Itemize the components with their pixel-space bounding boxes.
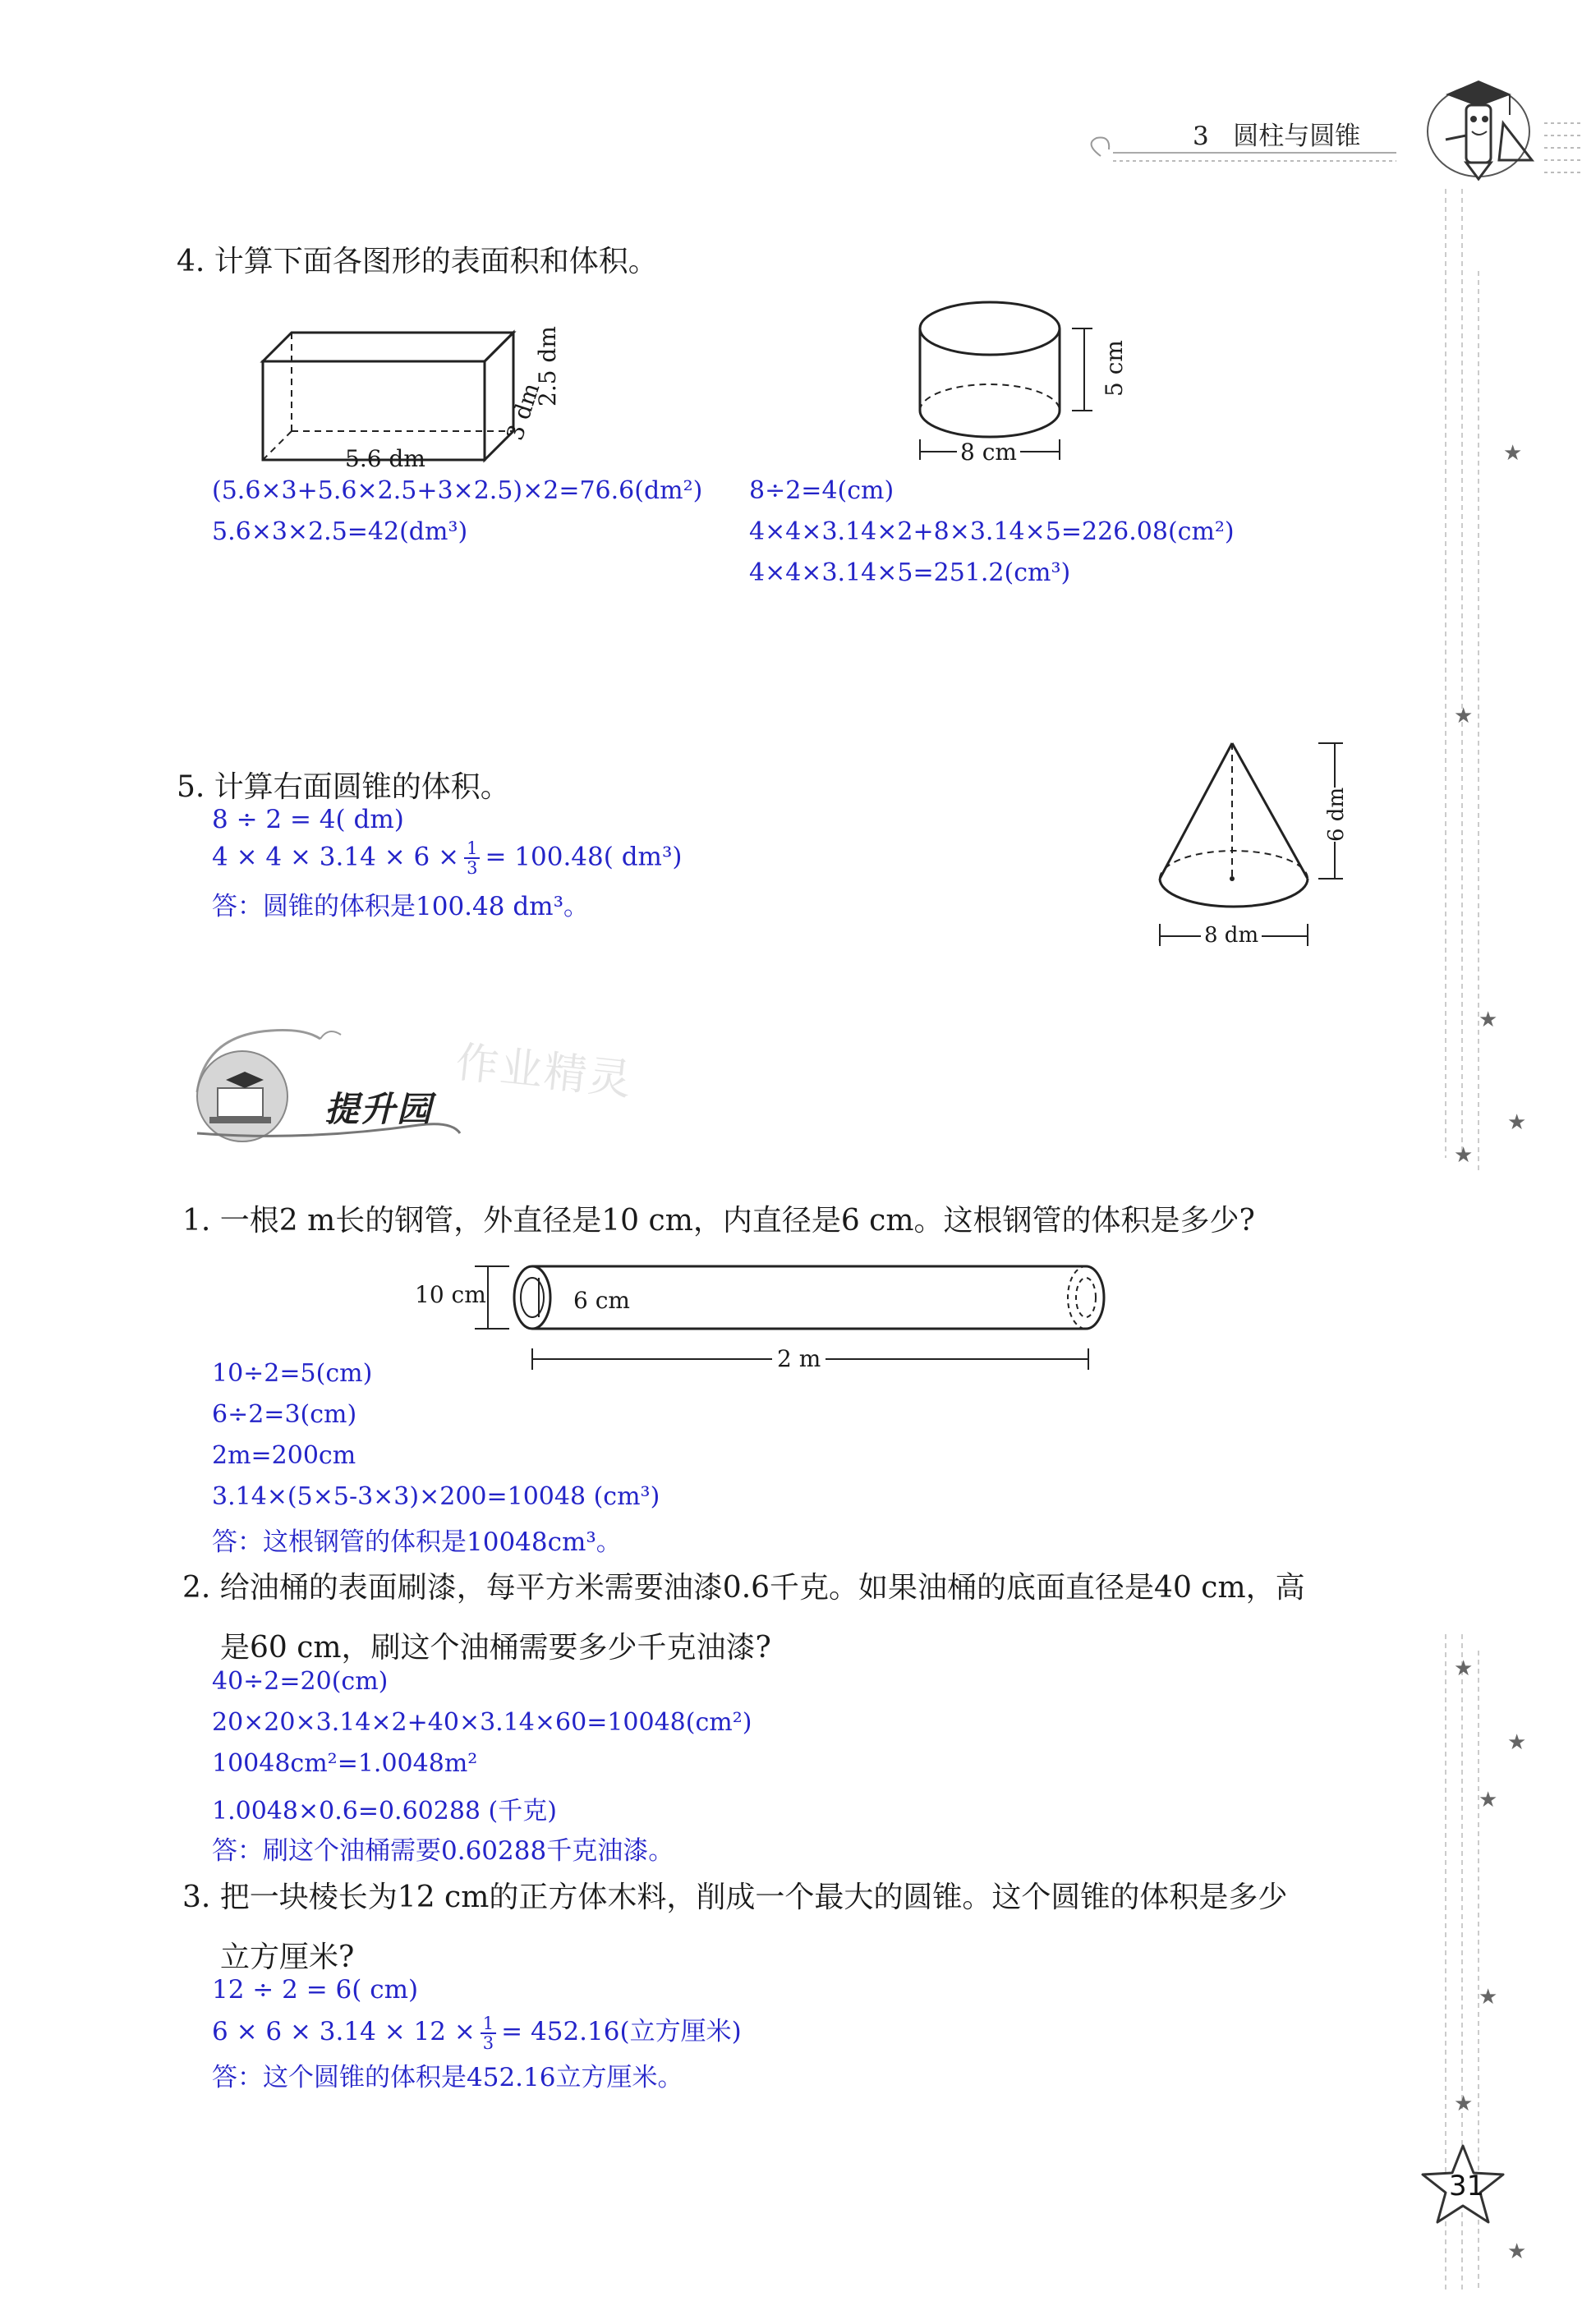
p3-answer-3: 答：这个圆锥的体积是452.16立方厘米。 — [212, 2063, 683, 2092]
cone-height-label: 6 dm — [1324, 787, 1349, 842]
p3-answer-2-prefix: 6 × 6 × 3.14 × 12 × — [212, 2017, 476, 2046]
q5-answer-2-prefix: 4 × 4 × 3.14 × 6 × — [212, 842, 460, 872]
q4-cylinder-answer-3: 4×4×3.14×5=251.2(cm³) — [749, 558, 1071, 587]
p2-answer-1: 40÷2=20(cm) — [212, 1667, 389, 1696]
cylinder-height-label: 5 cm — [1101, 340, 1128, 397]
p1-conclusion: 答：这根钢管的体积是10048cm³。 — [212, 1527, 622, 1557]
p2-answer-4: 1.0048×0.6=0.60288 (千克) — [212, 1797, 557, 1826]
watermark-text: 作业精灵 — [453, 1037, 635, 1106]
q5-fraction-numerator: 1 — [464, 839, 480, 859]
p1-answer-2: 6÷2=3(cm) — [212, 1400, 357, 1429]
pipe-inner-label: 6 cm — [573, 1287, 630, 1314]
mascot-icon — [1413, 74, 1544, 181]
svg-text:★: ★ — [1479, 1985, 1498, 2009]
q4-cylinder-answer-1: 8÷2=4(cm) — [749, 476, 894, 505]
svg-text:★: ★ — [1507, 1730, 1527, 1755]
pipe-outer-label: 10 cm — [415, 1281, 486, 1308]
svg-text:★: ★ — [1454, 1656, 1474, 1681]
svg-text:★: ★ — [1507, 2239, 1527, 2264]
section-title: 提升园 — [324, 1089, 434, 1129]
svg-text:★: ★ — [1479, 1788, 1498, 1812]
p2-prompt-line1: 2. 给油桶的表面刷漆，每平方米需要油漆0.6千克。如果油桶的底面直径是40 cm，高 — [182, 1571, 1305, 1605]
p2-conclusion: 答：刷这个油桶需要0.60288千克油漆。 — [212, 1836, 674, 1866]
q4-cuboid-answer-1: (5.6×3+5.6×2.5+3×2.5)×2=76.6(dm²) — [212, 476, 703, 505]
margin-decoration — [1429, 189, 1528, 2324]
q5-answer-2-suffix: = 100.48( dm³) — [485, 842, 683, 872]
header-decoration — [0, 0, 1582, 214]
q4-cylinder-answer-2: 4×4×3.14×2+8×3.14×5=226.08(cm²) — [749, 517, 1235, 546]
p1-answer-1: 10÷2=5(cm) — [212, 1359, 373, 1388]
cylinder-diameter-label: 8 cm — [957, 439, 1020, 466]
p3-fraction-denominator: 3 — [482, 2032, 494, 2053]
p3-answer-2 — [212, 2010, 742, 2052]
q5-answer-3: 答：圆锥的体积是100.48 dm³。 — [212, 892, 589, 921]
page-number: 31 — [1449, 2170, 1485, 2202]
q4-cuboid-answer-2: 5.6×3×2.5=42(dm³) — [212, 517, 468, 546]
q5-prompt: 5. 计算右面圆锥的体积。 — [177, 770, 510, 804]
chapter-number: 3 — [1193, 122, 1209, 151]
q5-answer-2 — [212, 839, 682, 877]
cone-diameter-label: 8 dm — [1201, 923, 1262, 948]
p2-prompt-line2: 是60 cm，刷这个油桶需要多少千克油漆? — [220, 1631, 771, 1665]
q5-fraction — [464, 839, 480, 877]
svg-text:★: ★ — [1479, 1008, 1498, 1032]
svg-text:★: ★ — [1503, 441, 1523, 466]
svg-text:★: ★ — [1507, 1110, 1527, 1135]
p3-answer-1: 12 ÷ 2 = 6( cm) — [212, 1975, 419, 2005]
cuboid-height-label: 2.5 dm — [534, 326, 561, 406]
p2-answer-2: 20×20×3.14×2+40×3.14×60=10048(cm²) — [212, 1708, 752, 1737]
p3-fraction — [481, 2014, 496, 2052]
cuboid-length-label: 5.6 dm — [345, 445, 425, 472]
cuboid-width-label: 3 dm — [501, 379, 545, 444]
pipe-length-label: 2 m — [772, 1345, 825, 1372]
p1-answer-3: 2m=200cm — [212, 1441, 356, 1470]
p1-prompt: 1. 一根2 m长的钢管，外直径是10 cm，内直径是6 cm。这根钢管的体积是多少? — [182, 1204, 1255, 1238]
q5-fraction-denominator: 3 — [467, 858, 478, 878]
svg-text:★: ★ — [1454, 2092, 1474, 2116]
svg-text:★: ★ — [1454, 1143, 1474, 1168]
p3-fraction-numerator: 1 — [481, 2014, 496, 2034]
p3-answer-2-suffix: = 452.16(立方厘米) — [501, 2017, 742, 2046]
p3-prompt-line2: 立方厘米? — [220, 1940, 355, 1974]
p1-answer-4: 3.14×(5×5-3×3)×200=10048 (cm³) — [212, 1482, 660, 1511]
svg-text:★: ★ — [1454, 704, 1474, 728]
cuboid-figure — [246, 312, 624, 476]
p3-prompt-line1: 3. 把一块棱长为12 cm的正方体木料，削成一个最大的圆锥。这个圆锥的体积是多少 — [182, 1881, 1288, 1914]
chapter-title: 圆柱与圆锥 — [1233, 122, 1361, 151]
p2-answer-3: 10048cm²=1.0048m² — [212, 1749, 478, 1778]
q5-answer-1: 8 ÷ 2 = 4( dm) — [212, 805, 404, 834]
q4-prompt: 4. 计算下面各图形的表面积和体积。 — [177, 245, 658, 278]
